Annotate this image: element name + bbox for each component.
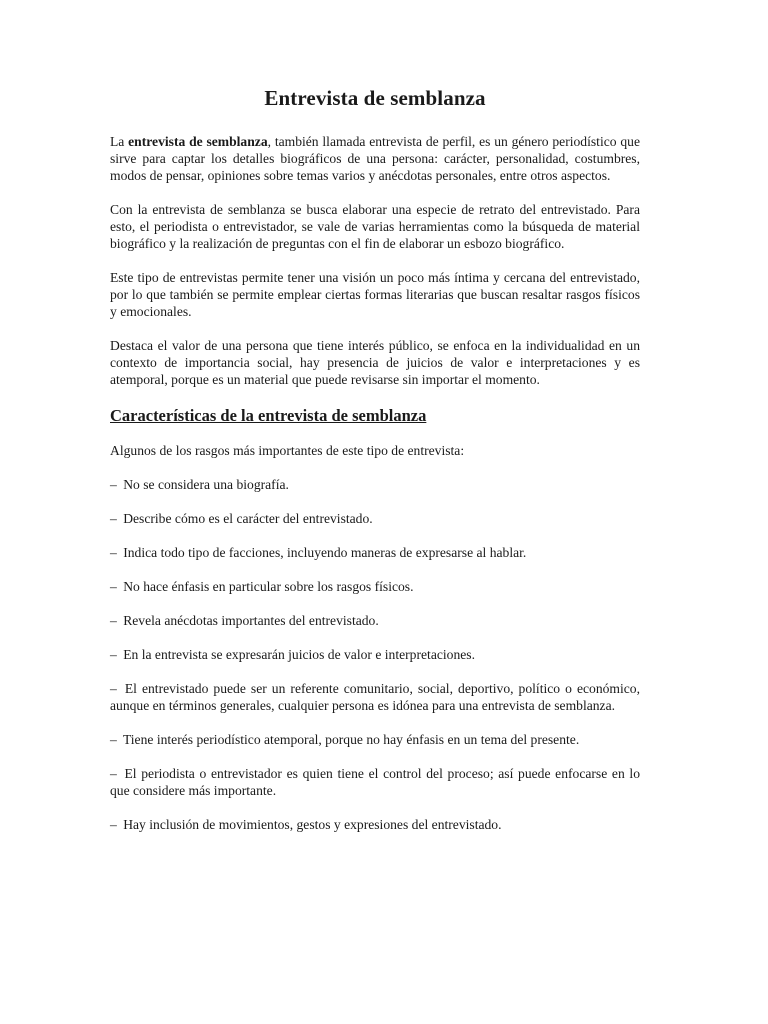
section-intro: Algunos de los rasgos más importantes de este tipo de entrevista: [110,443,465,458]
list-item [110,544,640,561]
list-item-text: No hace énfasis en particular sobre los rasgos físicos. [123,579,414,594]
paragraph-2: Este tipo de entrevistas permite tener una visión un poco más íntima y cercana del entrevistado, por lo que también se permite emplear ciertas formas literarias que buscan resaltar rasgos físicos y emocionales. [110,270,640,319]
list-item-text: Describe cómo es el carácter del entrevistado. [123,511,373,526]
dash-bullet: – [110,613,117,628]
intro-rest: , también llamada entrevista de perfil, es un género periodístico que sirve para captar los detalles biográficos de una persona: carácter, personalidad, costumbres, modos de pensar, opiniones sobre temas varios y anécdotas personales, entre otros aspectos. [110,134,640,183]
list-item-text: El entrevistado puede ser un referente comunitario, social, deportivo, político o económico, aunque en términos generales, cualquier persona es idónea para una entrevista de semblanza. [110,681,640,713]
list-item [110,816,640,833]
list-item [110,612,640,629]
list-item [110,680,640,714]
paragraph-3: Destaca el valor de una persona que tiene interés público, se enfoca en la individualidad en un contexto de importancia social, hay presencia de juicios de valor e interpretaciones y es atemporal, porque es un material que puede revisarse sin importar el momento. [110,338,640,387]
dash-bullet: – [110,817,117,832]
document-title: Entrevista de semblanza [264,86,486,110]
dash-bullet: – [110,511,117,526]
dash-bullet: – [110,477,117,492]
list-item-text: No se considera una biografía. [123,477,289,492]
section-heading: Características de la entrevista de semblanza [110,406,427,425]
list-item [110,476,640,493]
list-item [110,765,640,799]
list-item [110,731,640,748]
dash-bullet: – [110,732,117,747]
list-item [110,646,640,663]
intro-paragraph [110,133,640,184]
dash-bullet: – [110,766,117,781]
paragraph-1: Con la entrevista de semblanza se busca elaborar una especie de retrato del entrevistado. Para esto, el periodista o entrevistador, se vale de varias herramientas como la búsqueda de material biográfico y la realización de preguntas con el fin de elaborar un esbozo biográfico. [110,202,640,251]
list-item-text: En la entrevista se expresarán juicios de valor e interpretaciones. [123,647,475,662]
dash-bullet: – [110,647,117,662]
list-item [110,578,640,595]
list-item-text: Tiene interés periodístico atemporal, porque no hay énfasis en un tema del presente. [122,732,580,747]
characteristics-list [110,476,640,833]
document-page [110,86,640,850]
list-item-text: Hay inclusión de movimientos, gestos y expresiones del entrevistado. [123,817,502,832]
dash-bullet: – [110,545,117,560]
intro-lead: La [110,134,129,149]
list-item-text: Revela anécdotas importantes del entrevistado. [123,613,379,628]
list-item-text: El periodista o entrevistador es quien tiene el control del proceso; así puede enfocarse en lo que considere más importante. [110,766,641,798]
list-item-text: Indica todo tipo de facciones, incluyendo maneras de expresarse al hablar. [123,545,527,560]
intro-bold-term: entrevista de semblanza [128,134,268,149]
dash-bullet: – [110,681,117,696]
dash-bullet: – [110,579,117,594]
list-item [110,510,640,527]
